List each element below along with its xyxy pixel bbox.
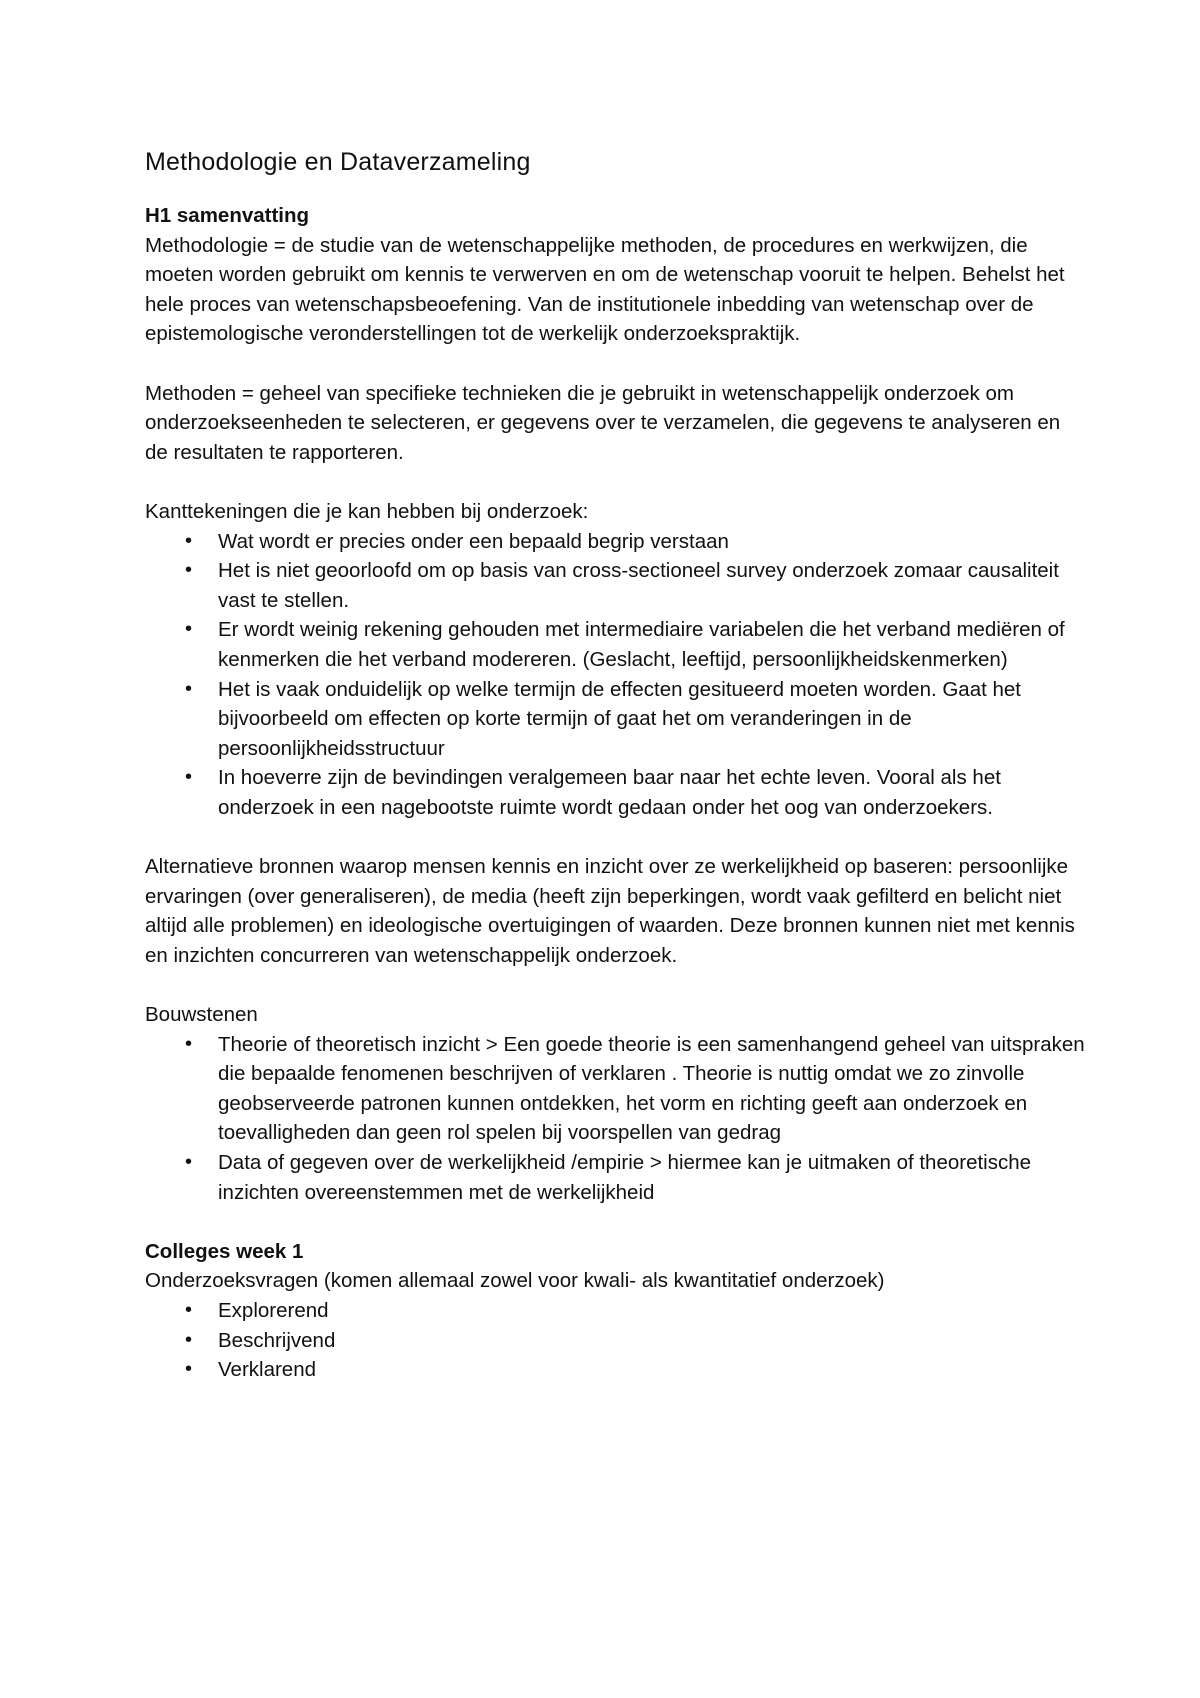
bullet-icon: • bbox=[185, 1032, 193, 1055]
alternatieve-paragraph: Alternatieve bronnen waarop mensen kennis en inzicht over ze werkelijkheid op baseren: persoonlijke ervaringen (over generaliseren), de media (heeft zijn beperkingen, wordt vaak gefilterd en belicht niet altijd alle problemen) en ideologische overtuigingen of waarden. Deze bronnen kunnen niet met kennis en inzichten concurreren van wetenschappelijk onderzoek. bbox=[145, 855, 1075, 967]
spacer bbox=[145, 822, 1085, 852]
list-item bbox=[145, 1355, 1085, 1385]
bullet-icon: • bbox=[185, 529, 193, 552]
list-item bbox=[145, 556, 1085, 615]
onderzoeksvragen-subheading: Onderzoeksvragen (komen allemaal zowel voor kwali- als kwantitatief onderzoek) bbox=[145, 1269, 885, 1293]
list-item-text: Theorie of theoretisch inzicht > Een goede theorie is een samenhangend geheel van uitspraken die bepaalde fenomenen beschrijven of verklaren . Theorie is nuttig omdat we zo zinvolle geobserveerde patronen kunnen ontdekken, het vorm en richting geeft aan onderzoek en toevalligheden dan geen rol spelen bij voorspellen van gedrag bbox=[218, 1032, 1085, 1145]
spacer bbox=[145, 349, 1085, 379]
spacer bbox=[145, 970, 1085, 1000]
list-item-text: Beschrijvend bbox=[218, 1328, 336, 1352]
list-item-text: Explorerend bbox=[218, 1298, 329, 1322]
list-item bbox=[145, 615, 1085, 674]
bullet-icon: • bbox=[185, 766, 193, 789]
bullet-icon: • bbox=[185, 1298, 193, 1321]
list-item bbox=[145, 1148, 1085, 1207]
bullet-icon: • bbox=[185, 559, 193, 582]
bullet-icon: • bbox=[185, 1328, 193, 1351]
bullet-icon: • bbox=[185, 618, 193, 641]
spacer bbox=[145, 1207, 1085, 1237]
bouwstenen-heading: Bouwstenen bbox=[145, 1003, 258, 1027]
bullet-icon: • bbox=[185, 677, 193, 700]
list-item bbox=[145, 1030, 1085, 1148]
list-item-text: In hoeverre zijn de bevindingen veralgemeen baar naar het echte leven. Vooral als het onderzoek in een nagebootste ruimte wordt gedaan onder het oog van onderzoekers. bbox=[218, 766, 1001, 819]
methodologie-paragraph: Methodologie = de studie van de wetenschappelijke methoden, de procedures en werkwijzen, die moeten worden gebruikt om kennis te verwerven en om de wetenschap vooruit te helpen. Behelst het hele proces van wetenschapsbeoefening. Van de institutionele inbedding van wetenschap over de epistemologische veronderstellingen tot de werkelijk onderzoekspraktijk. bbox=[145, 233, 1065, 346]
list-item-text: Wat wordt er precies onder een bepaald begrip verstaan bbox=[218, 529, 729, 553]
onderzoeksvragen-list bbox=[145, 1296, 1085, 1385]
list-item-text: Er wordt weinig rekening gehouden met intermediaire variabelen die het verband mediëren of kenmerken die het verband modereren. (Geslacht, leeftijd, persoonlijkheidskenmerken) bbox=[218, 618, 1065, 671]
bullet-icon: • bbox=[185, 1358, 193, 1381]
h1-heading: H1 samenvatting bbox=[145, 204, 310, 227]
colleges-heading: Colleges week 1 bbox=[145, 1239, 304, 1263]
bullet-icon: • bbox=[185, 1151, 193, 1173]
list-item-text: Verklarend bbox=[218, 1358, 317, 1382]
list-item bbox=[145, 675, 1085, 764]
spacer bbox=[145, 467, 1085, 497]
list-item bbox=[145, 1326, 1085, 1356]
document-page bbox=[145, 145, 1085, 1385]
list-item-text: Het is niet geoorloofd om op basis van cross-sectioneel survey onderzoek zomaar causaliteit vast te stellen. bbox=[218, 559, 1059, 612]
list-item bbox=[145, 527, 1085, 557]
kanttekeningen-list bbox=[145, 527, 1085, 823]
kanttekeningen-intro: Kanttekeningen die je kan hebben bij onderzoek: bbox=[145, 499, 589, 523]
list-item-text: Data of gegeven over de werkelijkheid /empirie > hiermee kan je uitmaken of theoretische inzichten overeenstemmen met de werkelijkheid bbox=[218, 1151, 1032, 1204]
methoden-paragraph: Methoden = geheel van specifieke technieken die je gebruikt in wetenschappelijk onderzoek om onderzoekseenheden te selecteren, er gegevens over te verzamelen, die gegevens te analyseren en de resultaten te rapporteren. bbox=[145, 381, 1061, 464]
list-item bbox=[145, 763, 1085, 822]
list-item bbox=[145, 1296, 1085, 1326]
list-item-text: Het is vaak onduidelijk op welke termijn de effecten gesitueerd moeten worden. Gaat het bijvoorbeeld om effecten op korte termijn of gaat het om veranderingen in de persoonlijkheidsstructuur bbox=[218, 677, 1022, 760]
document-title: Methodologie en Dataverzameling bbox=[145, 148, 531, 176]
bouwstenen-list bbox=[145, 1030, 1085, 1208]
